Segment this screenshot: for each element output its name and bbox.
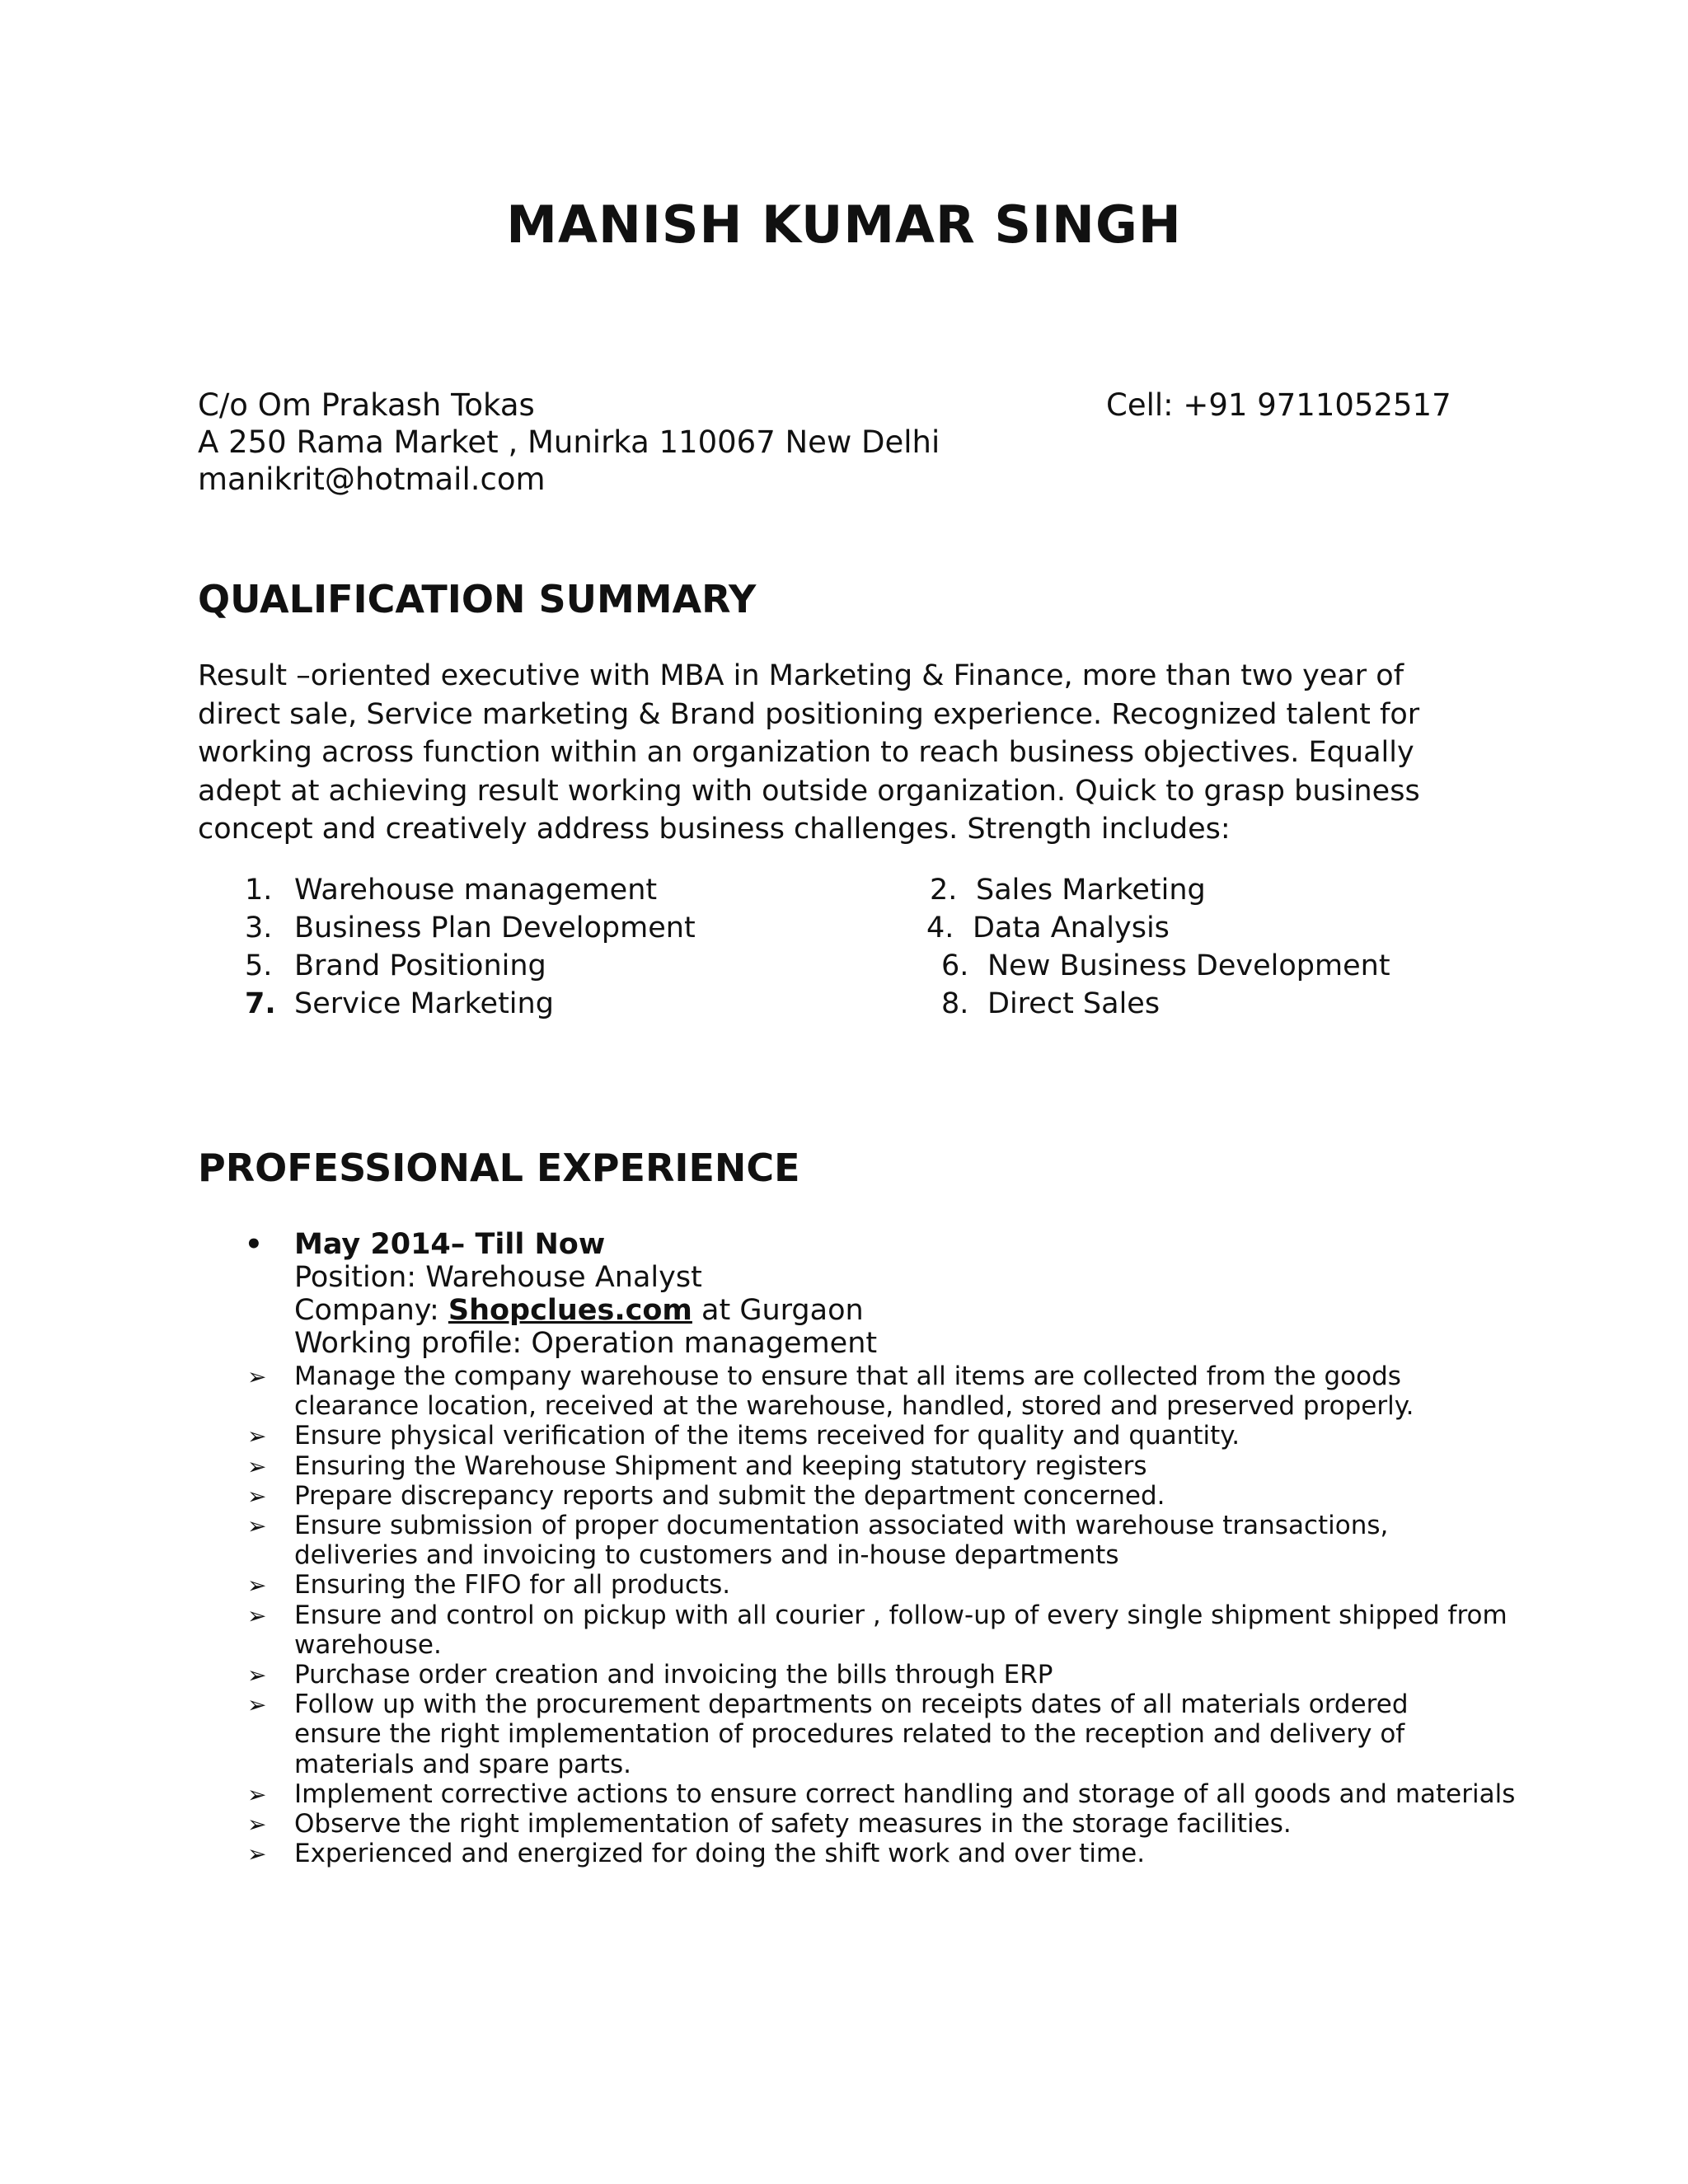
duty-line bbox=[0, 1690, 1688, 1719]
duty-text: Ensuring the Warehouse Shipment and keeping statutory registers bbox=[294, 1451, 1147, 1481]
strength-number: 7. bbox=[245, 987, 276, 1020]
duty-text: Purchase order creation and invoicing the bills through ERP bbox=[294, 1660, 1053, 1690]
candidate-name: MANISH KUMAR SINGH bbox=[506, 194, 1182, 255]
company-prefix: Company: bbox=[294, 1294, 448, 1327]
duty-text: Experienced and energized for doing the shift work and over time. bbox=[294, 1839, 1146, 1869]
duty-line bbox=[0, 1750, 1688, 1779]
arrow-bullet-icon: ➢ bbox=[247, 1422, 267, 1451]
strength-item bbox=[245, 949, 546, 982]
duty-line bbox=[0, 1719, 1688, 1749]
strength-number: 4. bbox=[926, 912, 954, 944]
strength-number: 8. bbox=[941, 987, 969, 1020]
strength-item bbox=[941, 987, 1160, 1020]
cell-number: Cell: +91 9711052517 bbox=[1106, 387, 1451, 423]
duty-text: Ensure physical verification of the items received for quality and quantity. bbox=[294, 1421, 1240, 1451]
strength-number: 6. bbox=[941, 949, 969, 982]
company-suffix: at Gurgaon bbox=[692, 1294, 864, 1327]
arrow-bullet-icon: ➢ bbox=[247, 1452, 267, 1480]
address-line-1: C/o Om Prakash Tokas bbox=[198, 387, 535, 423]
job-period: May 2014– Till Now bbox=[294, 1228, 606, 1261]
arrow-bullet-icon: ➢ bbox=[247, 1482, 267, 1510]
strength-label: Service Marketing bbox=[294, 987, 554, 1020]
duty-line bbox=[0, 1630, 1688, 1660]
strength-label: New Business Development bbox=[987, 949, 1390, 982]
duty-line bbox=[0, 1540, 1688, 1570]
strength-number: 5. bbox=[245, 949, 273, 982]
strength-label: Sales Marketing bbox=[976, 874, 1206, 907]
duty-line bbox=[0, 1511, 1688, 1540]
duty-line bbox=[0, 1451, 1688, 1481]
arrow-bullet-icon: ➢ bbox=[247, 1512, 267, 1540]
strength-item bbox=[245, 874, 657, 907]
arrow-bullet-icon: ➢ bbox=[247, 1661, 267, 1689]
strength-label: Warehouse management bbox=[294, 874, 658, 907]
duty-text: Implement corrective actions to ensure correct handling and storage of all goods and materials bbox=[294, 1779, 1516, 1809]
qualification-paragraph: Result –oriented executive with MBA in Marketing & Finance, more than two year of direct sale, Service marketing & Brand positioning experience. Recognized talent for working across function within an organization to reach business objectives. Equally adept at achieving result working with outside organization. Quick to grasp business concept and creatively address business challenges. Strength includes: bbox=[198, 659, 1420, 846]
duty-line bbox=[0, 1421, 1688, 1451]
company-link[interactable]: Shopclues.com bbox=[448, 1294, 692, 1327]
duty-line bbox=[0, 1481, 1688, 1511]
duty-line bbox=[0, 1809, 1688, 1839]
strength-item bbox=[941, 949, 1390, 982]
duty-text: warehouse. bbox=[294, 1629, 442, 1660]
strength-label: Data Analysis bbox=[973, 912, 1170, 944]
arrow-bullet-icon: ➢ bbox=[247, 1572, 267, 1600]
duty-line bbox=[0, 1361, 1688, 1391]
strength-item bbox=[930, 874, 1206, 907]
duty-line bbox=[0, 1839, 1688, 1868]
qualification-heading: QUALIFICATION SUMMARY bbox=[198, 577, 757, 621]
strength-label: Business Plan Development bbox=[294, 912, 696, 944]
strength-item bbox=[926, 912, 1170, 944]
job-position: Position: Warehouse Analyst bbox=[294, 1261, 702, 1294]
job-company bbox=[294, 1294, 864, 1327]
strength-item bbox=[245, 912, 696, 944]
duty-text: Follow up with the procurement departments on receipts dates of all materials ordered bbox=[294, 1690, 1409, 1720]
duty-text: Manage the company warehouse to ensure that all items are collected from the goods bbox=[294, 1361, 1401, 1391]
duty-text: clearance location, received at the warehouse, handled, stored and preserved properly. bbox=[294, 1391, 1414, 1422]
strength-item bbox=[245, 987, 554, 1020]
strength-number: 2. bbox=[930, 874, 958, 907]
arrow-bullet-icon: ➢ bbox=[247, 1363, 267, 1390]
duty-text: Prepare discrepancy reports and submit the department concerned. bbox=[294, 1480, 1165, 1511]
duty-line bbox=[0, 1779, 1688, 1809]
duty-text: Observe the right implementation of safety measures in the storage facilities. bbox=[294, 1809, 1292, 1839]
arrow-bullet-icon: ➢ bbox=[247, 1691, 267, 1719]
address-line-2: A 250 Rama Market , Munirka 110067 New Delhi bbox=[198, 424, 940, 460]
job-bullet: • bbox=[245, 1228, 263, 1261]
arrow-bullet-icon: ➢ bbox=[247, 1780, 267, 1808]
arrow-bullet-icon: ➢ bbox=[247, 1811, 267, 1838]
duty-line bbox=[0, 1570, 1688, 1600]
duty-text: Ensure submission of proper documentation associated with warehouse transactions, bbox=[294, 1511, 1389, 1540]
job-working-profile: Working profile: Operation management bbox=[294, 1327, 878, 1360]
email-address: manikrit@hotmail.com bbox=[198, 462, 546, 497]
strength-number: 1. bbox=[245, 874, 273, 907]
strength-label: Direct Sales bbox=[987, 987, 1160, 1020]
experience-heading: PROFESSIONAL EXPERIENCE bbox=[198, 1146, 800, 1190]
duty-text: ensure the right implementation of procedures related to the reception and delivery of bbox=[294, 1719, 1405, 1750]
duty-text: Ensure and control on pickup with all courier , follow-up of every single shipment shipped from bbox=[294, 1600, 1507, 1630]
duty-text: deliveries and invoicing to customers and in-house departments bbox=[294, 1540, 1119, 1571]
duty-line bbox=[0, 1391, 1688, 1421]
arrow-bullet-icon: ➢ bbox=[247, 1840, 267, 1868]
duty-line bbox=[0, 1660, 1688, 1690]
strength-label: Brand Positioning bbox=[294, 949, 546, 982]
strength-number: 3. bbox=[245, 912, 273, 944]
duty-line bbox=[0, 1601, 1688, 1630]
duty-text: materials and spare parts. bbox=[294, 1749, 631, 1779]
duty-text: Ensuring the FIFO for all products. bbox=[294, 1570, 731, 1601]
arrow-bullet-icon: ➢ bbox=[247, 1601, 267, 1629]
